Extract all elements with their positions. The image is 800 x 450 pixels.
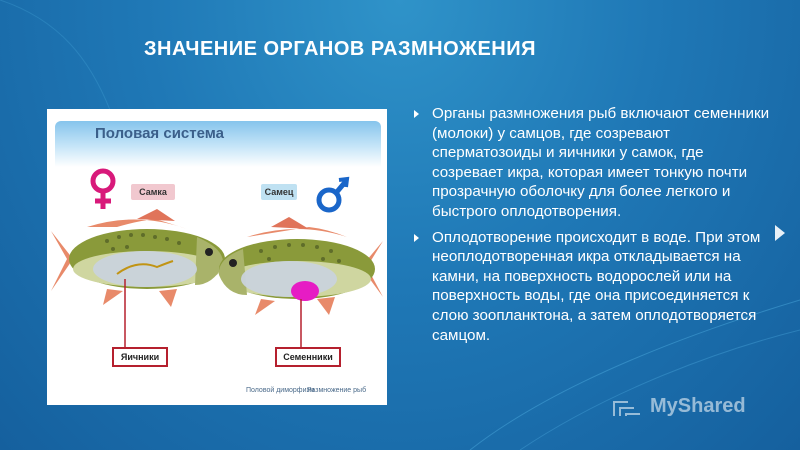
bullet-arrow-icon (414, 110, 419, 118)
bullet-text: Оплодотворение происходит в воде. При этом неоплодотворенная икра откладывается на камни, на поверхность водорослей или на поверхность воды, где она присоединяется к слою зоопланктона, а затем оплодотворяется самцом. (432, 228, 761, 344)
figure-footer-right: Размножение рыб (307, 387, 367, 394)
next-slide-arrow-icon[interactable] (775, 225, 785, 241)
bullet-item (412, 104, 772, 222)
female-symbol-icon (93, 171, 113, 209)
female-label: Самка (131, 184, 175, 200)
testes-caption: Семенники (275, 347, 341, 367)
male-fish (219, 217, 383, 347)
male-label: Самец (261, 184, 297, 200)
fish-reproduction-figure (47, 109, 387, 405)
bullet-text: Органы размножения рыб включают семенники (молоки) у самцов, где созревают сперматозоиды и яичники у самок, где созревает икра, которая имеет тонкую почти прозрачную оболочку для более легкого и быстрого оплодотворения. (432, 105, 770, 220)
female-fish (51, 209, 225, 347)
figure-heading: Половая система (95, 125, 224, 142)
bullet-arrow-icon (414, 234, 419, 242)
slide-title: ЗНАЧЕНИЕ ОРГАНОВ РАЗМНОЖЕНИЯ (144, 38, 536, 60)
bullet-item (412, 228, 772, 346)
ovaries-caption: Яичники (112, 347, 168, 367)
male-symbol-icon (319, 179, 347, 210)
figure-footer-left: Половой диморфизм (246, 387, 315, 394)
bullet-list (412, 104, 772, 351)
watermark-text: MyShared (650, 395, 746, 417)
